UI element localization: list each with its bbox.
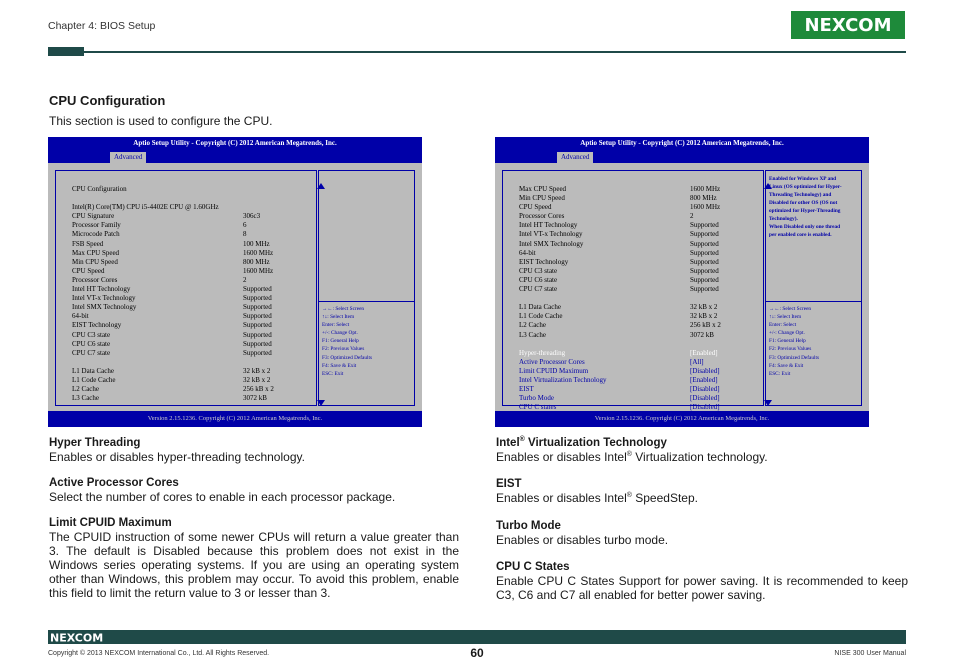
bios-key-hint: ESC: Exit [322,370,344,377]
bios-row[interactable] [519,358,759,367]
bios-row-label: EIST Technology [72,321,122,330]
bios-row-label: Processor Cores [519,212,565,221]
bios-row-label: Active Processor Cores [519,357,585,366]
bios-row [519,285,759,294]
desc-heading: Intel® Virtualization Technology [496,436,667,449]
bios-row [72,249,312,258]
bios-footer: Version 2.15.1236. Copyright (C) 2012 American Megatrends, Inc. [495,411,869,427]
bios-help-text [769,175,859,239]
footer-bar [48,630,906,644]
bios-main-pane [502,170,764,412]
bios-row-value: 1600 MHz [690,185,721,193]
desc-text: Select the number of cores to enable in each processor package. [49,490,396,504]
bios-key-hint: F1: General Help [322,338,359,345]
bios-row-value: 1600 MHz [690,203,721,212]
bios-row-label: L1 Code Cache [519,312,563,321]
bios-row-label: L2 Cache [72,385,100,394]
bios-row-value: Supported [690,239,719,248]
bios-row-label: Intel SMX Technology [519,239,584,248]
bios-row-value: Supported [243,294,272,303]
bios-row-value: 1600 MHz [243,266,274,275]
bios-row-value: Supported [243,303,272,312]
bios-row-value: 32 kB x 2 [243,366,271,375]
bios-title: Aptio Setup Utility - Copyright (C) 2012 American Megatrends, Inc. [495,137,869,150]
bios-row-value: Supported [690,230,719,239]
bios-row [72,194,312,203]
tab-advanced[interactable]: Advanced [110,152,146,163]
bios-row-label: 64-bit [72,312,89,321]
bios-help-pane [765,170,862,406]
desc-text: Enables or disables turbo mode. [496,533,669,547]
bios-row [72,349,312,358]
footer-logo [48,630,106,644]
bios-row-value: 2 [690,212,694,221]
bios-row-label: L3 Cache [519,330,547,339]
bios-row-label: FSB Speed [72,239,104,248]
bios-row-label: Max CPU Speed [519,185,567,193]
section-title: CPU Configuration [49,93,166,108]
bios-row-value: Supported [243,348,272,357]
bios-row[interactable] [519,349,759,358]
bios-row-label: CPU C7 state [72,348,111,357]
bios-row-value: 306c3 [243,212,261,221]
nexcom-logo [791,11,905,39]
bios-row-value: [Disabled] [690,385,720,394]
desc-heading: Turbo Mode [496,520,561,532]
bios-row-value: [All] [690,357,704,366]
bios-row-value: [Disabled] [690,403,720,412]
desc-text: The CPUID instruction of some newer CPUs will return a value greater than 3. The default is Disabled because this problem does not exist in the Windows series operating systems. If you are using an operating system other than Windows, this problem may occur. To avoid this problem, enable this field to limit the return value to 3 or lesser than 3. [49,530,459,600]
desc-intel-vt [496,436,768,464]
bios-row-value: 32 kB x 2 [243,375,271,384]
header-divider [48,47,906,56]
bios-row-label: EIST [519,385,534,394]
bios-rows [519,185,759,412]
bios-row-label: Intel Virtualization Technology [519,375,607,384]
bios-row [72,258,312,267]
bios-row [519,312,759,321]
bios-screen-cpu-info [48,137,422,427]
footer-logo-mark [48,630,106,644]
bios-row-label: Intel VT-x Technology [72,294,136,303]
bios-row-label: CPU Signature [72,212,115,221]
bios-help-line: Technology). [769,216,798,222]
desc-heading: CPU C States [496,561,570,573]
bios-row [72,321,312,330]
bios-row-label: L2 Cache [519,321,547,330]
bios-row [72,203,312,212]
bios-row [72,185,312,194]
bios-key-hint: F1: General Help [769,338,806,345]
bios-row-value: 6 [243,221,247,230]
bios-row [72,230,312,239]
bios-row [519,258,759,267]
bios-row-value: 8 [243,230,247,239]
bios-row-label: L1 Code Cache [72,375,116,384]
bios-row [72,221,312,230]
bios-row-value: Supported [690,257,719,266]
bios-row-value: 3072 kB [243,394,267,403]
bios-row-value: 800 MHz [243,257,270,266]
bios-row [519,276,759,285]
bios-row[interactable] [519,385,759,394]
manual-title: NISE 300 User Manual [834,650,906,657]
bios-row [72,294,312,303]
footer-square [889,630,896,637]
bios-row-value: 256 kB x 2 [243,385,274,394]
bios-row [519,303,759,312]
chapter-label: Chapter 4: BIOS Setup [48,20,156,32]
bios-row [72,303,312,312]
bios-key-hint: Enter: Select [322,322,350,329]
bios-row-value: Supported [243,321,272,330]
footer-square [899,639,906,644]
bios-row-label: 64-bit [519,248,536,257]
bios-key-hint: ESC: Exit [769,370,791,377]
desc-heading: EIST [496,478,522,490]
bios-row [519,212,759,221]
bios-row-value: Supported [690,275,719,284]
bios-row [72,276,312,285]
bios-row-value: 100 MHz [243,239,270,248]
bios-row-label: CPU C6 state [72,339,111,348]
bios-row-label: Intel HT Technology [72,285,131,294]
copyright: Copyright © 2013 NEXCOM International Co., Ltd. All Rights Reserved. [48,650,270,657]
tab-advanced[interactable]: Advanced [557,152,593,163]
bios-row-label: Min CPU Speed [519,194,565,203]
bios-row [519,230,759,239]
bios-main-pane [55,170,317,406]
nexcom-logo-mark [796,15,900,35]
bios-key-hint: F4: Save & Exit [769,362,804,369]
bios-row-label: Intel SMX Technology [72,303,137,312]
bios-row [72,312,312,321]
bios-row-label: Processor Family [72,221,121,230]
bios-row-label: CPU C states [519,403,557,412]
svg-text:NEXCOM: NEXCOM [50,631,104,644]
bios-key-hint: +/-: Change Opt. [322,330,358,337]
bios-row[interactable] [519,376,759,385]
bios-row-value: [Enabled] [690,348,718,357]
bios-screen-cpu-options [495,137,869,427]
bios-row-value: Supported [243,339,272,348]
bios-row-label: CPU Configuration [72,185,127,193]
svg-text:NEXCOM: NEXCOM [804,15,892,35]
bios-row-label: Hyper-threading [519,348,566,357]
section-intro: This section is used to configure the CPU. [49,114,273,128]
bios-row-label: L3 Cache [72,394,100,403]
bios-row-label: Turbo Mode [519,394,554,403]
page-number: 60 [470,646,484,660]
bios-key-hint: F3: Optimized Defaults [322,354,373,361]
bios-row [519,321,759,330]
bios-row-value: 256 kB x 2 [690,321,721,330]
bios-row-label: Intel HT Technology [519,221,578,230]
bios-row [72,358,312,367]
bios-row [72,267,312,276]
desc-turbo-mode [496,519,668,547]
bios-key-hint: F2: Previous Values [322,346,365,353]
bios-row-label: L1 Data Cache [519,303,561,312]
desc-text: Enables or disables Intel® SpeedStep. [496,491,698,505]
bios-row-value: 800 MHz [690,194,717,203]
bios-row-label: CPU C6 state [519,275,558,284]
bios-row [519,249,759,258]
bios-row [519,340,759,349]
desc-heading: Limit CPUID Maximum [49,517,172,529]
bios-row [72,394,312,403]
bios-row-value: 32 kB x 2 [690,303,718,312]
bios-row-label: CPU Speed [519,203,552,212]
bios-row-label: Processor Cores [72,275,118,284]
bios-key-hint: +/-: Change Opt. [769,330,805,337]
bios-help-line: Enabled for Windows XP and [769,176,837,182]
bios-row-label: Limit CPUID Maximum [519,366,589,375]
desc-text: Enables or disables Intel® Virtualization technology. [496,450,768,464]
bios-row-label: L1 Data Cache [72,366,114,375]
bios-row-label: Intel VT-x Technology [519,230,583,239]
bios-key-legend [769,305,859,378]
bios-row [519,294,759,303]
bios-row-label: Max CPU Speed [72,248,120,257]
bios-row [72,331,312,340]
bios-row [519,267,759,276]
bios-help-line: Linux (OS optimized for Hyper- [769,184,842,190]
bios-key-hint: →←: Select Screen [769,306,812,312]
bios-row-value: Supported [243,312,272,321]
bios-row-label: CPU C3 state [72,330,111,339]
bios-row-label: Intel(R) Core(TM) CPU i5-4402E CPU @ 1.60GHz [72,203,219,212]
bios-row-value: Supported [690,221,719,230]
bios-row-value: 3072 kB [690,330,714,339]
bios-row-value: [Disabled] [690,366,720,375]
bios-key-hint: →←: Select Screen [322,306,365,312]
bios-help-pane [318,170,415,406]
bios-help-line: Threading Technology) and [769,192,832,198]
bios-key-hint: F3: Optimized Defaults [769,354,820,361]
desc-text: Enables or disables hyper-threading technology. [49,450,305,464]
bios-key-hint: ↑↓: Select Item [322,314,355,321]
desc-heading: Active Processor Cores [49,477,179,489]
bios-row [72,285,312,294]
bios-row [519,221,759,230]
bios-key-hint: F4: Save & Exit [322,362,357,369]
bios-row [519,240,759,249]
bios-key-hint: Enter: Select [769,322,797,329]
bios-row [519,185,759,194]
bios-help-line: When Disabled only one thread [769,224,841,230]
bios-row[interactable] [519,394,759,403]
bios-row-label: Microcode Patch [72,230,120,239]
desc-heading: Hyper Threading [49,437,141,449]
desc-hyper-threading [49,436,305,464]
desc-active-cores [49,476,395,504]
bios-row [72,240,312,249]
bios-row-value: 1600 MHz [243,248,274,257]
desc-text: Enable CPU C States Support for power saving. It is recommended to keep C3, C6 and C7 all enabled for better power saving. [496,574,908,602]
bios-row-label: EIST Technology [519,257,569,266]
bios-key-legend [322,305,412,378]
bios-row-value: Supported [690,285,719,294]
bios-row-value: 2 [243,275,247,284]
bios-help-line: per enabled core is enabled. [769,232,832,238]
bios-row[interactable] [519,367,759,376]
bios-help-line: Disabled for other OS (OS not [769,200,838,206]
bios-row [72,212,312,221]
bios-row-value: Supported [243,285,272,294]
bios-row [519,194,759,203]
bios-footer: Version 2.15.1236. Copyright (C) 2012 American Megatrends, Inc. [48,411,422,427]
bios-row [519,203,759,212]
desc-limit-cpuid [49,516,459,600]
bios-row-value: [Enabled] [690,375,718,384]
bios-row-value: [Disabled] [690,394,720,403]
bios-row [519,331,759,340]
bios-row-label: CPU Speed [72,266,105,275]
bios-rows [72,185,312,403]
bios-row [72,376,312,385]
bios-row-value: 32 kB x 2 [690,312,718,321]
bios-row-label: Min CPU Speed [72,257,118,266]
desc-eist [496,477,698,505]
bios-row [72,385,312,394]
bios-row-label: CPU C7 state [519,285,558,294]
desc-cpu-c-states [496,560,908,602]
bios-row-value: Supported [690,248,719,257]
bios-key-hint: ↑↓: Select Item [769,314,802,321]
bios-help-line: optimized for Hyper-Threading [769,208,841,214]
bios-row-value: Supported [243,330,272,339]
bios-row [72,340,312,349]
footer-square [899,630,906,637]
bios-row [72,367,312,376]
bios-key-hint: F2: Previous Values [769,346,812,353]
bios-title: Aptio Setup Utility - Copyright (C) 2012 American Megatrends, Inc. [48,137,422,150]
bios-row-value: Supported [690,266,719,275]
bios-row-label: CPU C3 state [519,266,558,275]
